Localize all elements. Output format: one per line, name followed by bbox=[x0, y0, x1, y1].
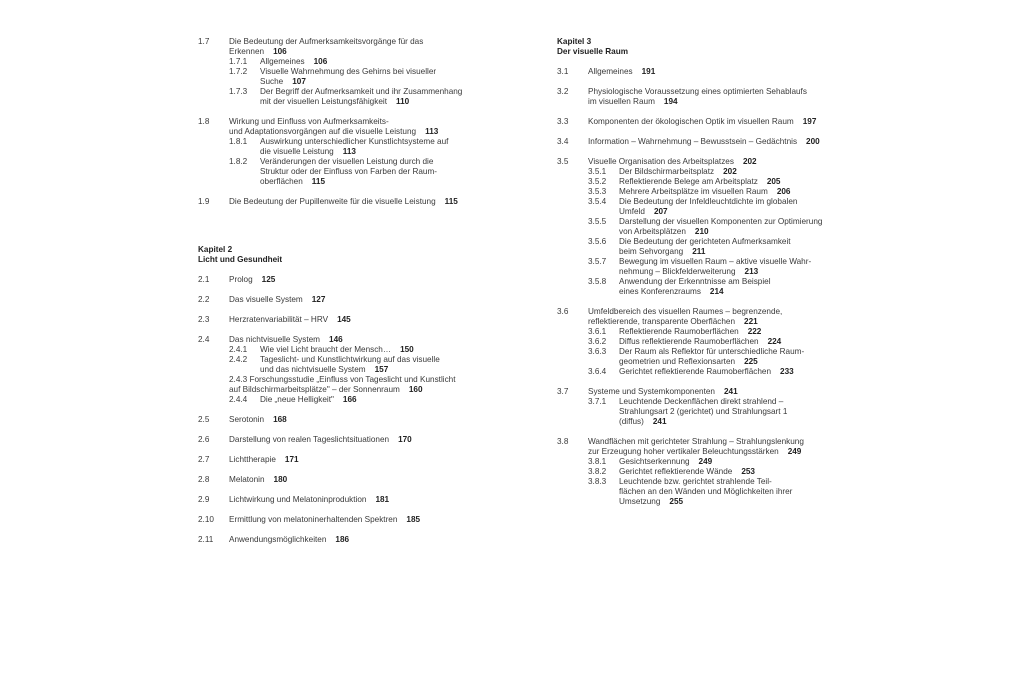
toc-subentry-title: Die Bedeutung der Infeldleuchtdichte im globalen Umfeld bbox=[619, 197, 798, 216]
toc-subentry-number: 1.7.2 bbox=[229, 67, 248, 76]
toc-section-chapter1-tail bbox=[198, 37, 473, 207]
toc-subentry[interactable] bbox=[588, 277, 827, 297]
chapter-2-heading bbox=[198, 245, 473, 265]
toc-subentry[interactable] bbox=[229, 395, 473, 405]
chapter-label: Kapitel 2 bbox=[198, 245, 233, 254]
toc-subentry-title: Reflektierende Belege am Arbeitsplatz bbox=[619, 177, 758, 186]
toc-subentry-number: 3.5.1 bbox=[588, 167, 607, 176]
toc-subentry-number: 1.8.2 bbox=[229, 157, 248, 166]
toc-right-column bbox=[557, 37, 827, 517]
toc-subentry-title: Forschungsstudie „Einfluss von Tageslicht und Kunstlicht auf Bildschirmarbeitsplätze" – der Sonnenraum bbox=[229, 375, 456, 394]
toc-subentry-title: Reflektierende Raumoberflächen bbox=[619, 327, 739, 336]
toc-subentry[interactable] bbox=[229, 355, 473, 375]
toc-entry[interactable] bbox=[198, 335, 473, 405]
toc-subentry-number: 3.5.3 bbox=[588, 187, 607, 196]
toc-entry-number: 2.8 bbox=[198, 475, 210, 484]
toc-entry-title: Ermittlung von melatoninerhaltenden Spektren bbox=[229, 515, 398, 524]
toc-entry-page: 180 bbox=[273, 475, 288, 484]
toc-subentry-page: 115 bbox=[311, 177, 326, 186]
toc-subentry-page: 210 bbox=[694, 227, 709, 236]
toc-subentry-number: 3.8.3 bbox=[588, 477, 607, 486]
toc-subentry[interactable] bbox=[588, 187, 827, 197]
toc-subentry-page: 213 bbox=[744, 267, 759, 276]
toc-entry-page: 197 bbox=[802, 117, 817, 126]
toc-entry-title: Anwendungsmöglichkeiten bbox=[229, 535, 327, 544]
toc-subentry-page: 224 bbox=[767, 337, 782, 346]
toc-entry-number: 2.4 bbox=[198, 335, 210, 344]
toc-entry[interactable] bbox=[198, 415, 473, 425]
toc-subentry-page: 106 bbox=[313, 57, 328, 66]
chapter-title: Der visuelle Raum bbox=[557, 47, 628, 56]
toc-subentry-page: 249 bbox=[698, 457, 713, 466]
toc-entry-page: 170 bbox=[398, 435, 412, 444]
toc-entry-number: 3.6 bbox=[557, 307, 569, 316]
toc-subentry-page: 207 bbox=[653, 207, 668, 216]
toc-entry-title: Systeme und Systemkomponenten bbox=[588, 387, 715, 396]
toc-subentry-number: 3.7.1 bbox=[588, 397, 607, 406]
toc-subentry[interactable] bbox=[229, 57, 473, 67]
toc-entry-number: 2.3 bbox=[198, 315, 210, 324]
toc-subentry-title: Veränderungen der visuellen Leistung durch die Struktur oder der Einfluss von Farben der Raum- oberflächen bbox=[260, 157, 438, 186]
toc-subentry-page: 222 bbox=[747, 327, 762, 336]
toc-entry-page: 115 bbox=[444, 197, 458, 206]
toc-entry[interactable] bbox=[198, 495, 473, 505]
toc-entry-title: Das visuelle System bbox=[229, 295, 303, 304]
toc-entry-title: Wandflächen mit gerichteter Strahlung – Strahlungslenkung zur Erzeugung hoher vertikaler Beleuchtungsstärken bbox=[588, 437, 804, 456]
toc-subentry[interactable] bbox=[229, 375, 473, 395]
toc-subentry-number: 3.6.2 bbox=[588, 337, 607, 346]
toc-subentry-page: 107 bbox=[292, 77, 306, 86]
toc-entry[interactable] bbox=[198, 295, 473, 305]
toc-subentry-page: 157 bbox=[374, 365, 389, 374]
toc-entry-number: 3.2 bbox=[557, 87, 569, 96]
toc-entry[interactable] bbox=[198, 515, 473, 525]
toc-subentry-number: 3.6.1 bbox=[588, 327, 607, 336]
toc-left-column bbox=[198, 37, 473, 555]
toc-entry-title: Melatonin bbox=[229, 475, 265, 484]
toc-subentry[interactable] bbox=[588, 217, 827, 237]
toc-subentry-number: 3.5.6 bbox=[588, 237, 607, 246]
toc-entry-number: 2.10 bbox=[198, 515, 214, 524]
toc-entry-title: Herzratenvariabilität – HRV bbox=[229, 315, 329, 324]
toc-entry-number: 3.8 bbox=[557, 437, 569, 446]
toc-entry-title: Wirkung und Einfluss von Aufmerksamkeits- und Adaptationsvorgängen auf die visuelle Leistung bbox=[229, 117, 417, 136]
toc-subentry[interactable] bbox=[588, 367, 827, 377]
toc-subentry[interactable] bbox=[229, 87, 473, 107]
toc-entry[interactable] bbox=[198, 475, 473, 485]
toc-subentry-page: 214 bbox=[709, 287, 724, 296]
toc-subentry-title: Mehrere Arbeitsplätze im visuellen Raum bbox=[619, 187, 768, 196]
toc-entry-title: Information – Wahrnehmung – Bewusstsein – Gedächtnis bbox=[588, 137, 798, 146]
toc-entry[interactable] bbox=[557, 387, 827, 427]
toc-entry-number: 2.2 bbox=[198, 295, 210, 304]
toc-entry-page: 186 bbox=[335, 535, 350, 544]
toc-entry-title: Die Bedeutung der Pupillenweite für die visuelle Leistung bbox=[229, 197, 436, 206]
toc-entry-title: Das nichtvisuelle System bbox=[229, 335, 321, 344]
toc-entry[interactable] bbox=[198, 197, 473, 207]
toc-section-chapter3 bbox=[557, 67, 827, 507]
toc-subentry-page: 166 bbox=[342, 395, 357, 404]
toc-entry-number: 1.9 bbox=[198, 197, 210, 206]
toc-subentry-title: Gerichtet reflektierende Raumoberflächen bbox=[619, 367, 772, 376]
toc-subentry-number: 3.8.1 bbox=[588, 457, 607, 466]
toc-subentry-title: Tageslicht- und Kunstlichtwirkung auf das visuelle und das nichtvisuelle System bbox=[260, 355, 440, 374]
toc-entry-number: 1.7 bbox=[198, 37, 210, 46]
toc-subentry-title: Die Bedeutung der gerichteten Aufmerksamkeit beim Sehvorgang bbox=[619, 237, 791, 256]
toc-subentry[interactable] bbox=[588, 457, 827, 467]
toc-subentry-title: Anwendung der Erkenntnisse am Beispiel eines Konferenzraums bbox=[619, 277, 771, 296]
toc-entry[interactable] bbox=[557, 157, 827, 297]
toc-entry[interactable] bbox=[198, 535, 473, 545]
toc-entry-title: Visuelle Organisation des Arbeitsplatzes bbox=[588, 157, 734, 166]
toc-subentry-title: Visuelle Wahrnehmung des Gehirns bei visueller Suche bbox=[260, 67, 437, 86]
toc-entry-title: Lichttherapie bbox=[229, 455, 276, 464]
toc-subentry[interactable] bbox=[588, 397, 827, 427]
toc-subentry-number: 3.5.4 bbox=[588, 197, 607, 206]
toc-entry-title: Allgemeines bbox=[588, 67, 633, 76]
toc-entry-page: 171 bbox=[284, 455, 299, 464]
toc-subentry[interactable] bbox=[588, 477, 827, 507]
toc-entry-number: 3.1 bbox=[557, 67, 569, 76]
toc-subentry-title: Darstellung der visuellen Komponenten zur Optimierung von Arbeitsplätzen bbox=[619, 217, 823, 236]
toc-subentry-page: 241 bbox=[652, 417, 667, 426]
toc-subentry-page: 113 bbox=[342, 147, 356, 156]
toc-subentry-number: 1.8.1 bbox=[229, 137, 248, 146]
toc-entry-page: 241 bbox=[723, 387, 738, 396]
toc-entry-title: Komponenten der ökologischen Optik im visuellen Raum bbox=[588, 117, 794, 126]
toc-subentry-title: Die „neue Helligkeit" bbox=[260, 395, 334, 404]
toc-subentry[interactable] bbox=[588, 347, 827, 367]
toc-subentry-title: Bewegung im visuellen Raum – aktive visuelle Wahr- nehmung – Blickfelderweiterung bbox=[619, 257, 812, 276]
toc-entry[interactable] bbox=[557, 437, 827, 507]
toc-entry-number: 2.5 bbox=[198, 415, 210, 424]
toc-subentry[interactable] bbox=[229, 157, 473, 187]
toc-entry[interactable] bbox=[557, 67, 827, 77]
toc-entry[interactable] bbox=[557, 307, 827, 377]
toc-entry-number: 2.11 bbox=[198, 535, 214, 544]
toc-entry-title: Physiologische Voraussetzung eines optimierten Sehablaufs im visuellen Raum bbox=[588, 87, 807, 106]
toc-entry-page: 168 bbox=[273, 415, 287, 424]
toc-entry[interactable] bbox=[198, 315, 473, 325]
toc-entry-page: 146 bbox=[329, 335, 343, 344]
toc-entry-number: 1.8 bbox=[198, 117, 210, 126]
toc-subentry-page: 110 bbox=[395, 97, 410, 106]
toc-entry[interactable] bbox=[198, 275, 473, 285]
toc-entry-title: Umfeldbereich des visuellen Raumes – begrenzende, reflektierende, transparente Oberflächen bbox=[588, 307, 783, 326]
toc-subentry-title: Der Raum als Reflektor für unterschiedliche Raum- geometrien und Reflexionsarten bbox=[619, 347, 805, 366]
toc-subentry-number: 1.7.1 bbox=[229, 57, 248, 66]
toc-entry-page: 185 bbox=[406, 515, 421, 524]
toc-subentry-title: Leuchtende bzw. gerichtet strahlende Teil- flächen an den Wänden und Möglichkeiten ihrer Umsetzung bbox=[619, 477, 793, 506]
toc-entry-page: 125 bbox=[261, 275, 276, 284]
toc-entry[interactable] bbox=[198, 117, 473, 187]
toc-entry-number: 2.1 bbox=[198, 275, 210, 284]
toc-entry-page: 249 bbox=[787, 447, 802, 456]
toc-entry-page: 106 bbox=[273, 47, 287, 56]
toc-subentry-page: 253 bbox=[741, 467, 755, 476]
toc-subentry-number: 3.5.2 bbox=[588, 177, 607, 186]
toc-entry-page: 191 bbox=[641, 67, 656, 76]
toc-subentry-page: 150 bbox=[400, 345, 414, 354]
toc-subentry[interactable] bbox=[588, 337, 827, 347]
toc-entry-title: Die Bedeutung der Aufmerksamkeitsvorgänge für das Erkennen bbox=[229, 37, 424, 56]
toc-subentry-number: 2.4.4 bbox=[229, 395, 248, 404]
toc-entry-title: Serotonin bbox=[229, 415, 265, 424]
toc-entry-page: 200 bbox=[806, 137, 820, 146]
toc-subentry-title: Allgemeines bbox=[260, 57, 305, 66]
toc-subentry[interactable] bbox=[588, 167, 827, 177]
toc-subentry-number: 3.5.8 bbox=[588, 277, 607, 286]
toc-subentry-page: 255 bbox=[669, 497, 684, 506]
toc-subentry[interactable] bbox=[588, 257, 827, 277]
toc-subentry-page: 225 bbox=[744, 357, 758, 366]
toc-entry[interactable] bbox=[557, 87, 827, 107]
toc-entry-page: 202 bbox=[742, 157, 757, 166]
toc-entry-number: 2.9 bbox=[198, 495, 210, 504]
toc-entry-number: 3.4 bbox=[557, 137, 569, 146]
toc-entry-number: 3.5 bbox=[557, 157, 569, 166]
chapter-title: Licht und Gesundheit bbox=[198, 255, 283, 264]
toc-entry-page: 127 bbox=[311, 295, 326, 304]
toc-subentry-title: Wie viel Licht braucht der Mensch… bbox=[260, 345, 392, 354]
toc-subentry[interactable] bbox=[588, 327, 827, 337]
toc-subentry-title: Der Begriff der Aufmerksamkeit und ihr Zusammenhang mit der visuellen Leistungsfähigkeit bbox=[260, 87, 463, 106]
chapter-label: Kapitel 3 bbox=[557, 37, 592, 46]
toc-subentry-title: Leuchtende Deckenflächen direkt strahlend – Strahlungsart 2 (gerichtet) und Strahlungsart 1 (diffus) bbox=[619, 397, 788, 426]
toc-subentry-number: 1.7.3 bbox=[229, 87, 248, 96]
toc-entry[interactable] bbox=[198, 37, 473, 107]
toc-subentry-title: Diffus reflektierende Raumoberflächen bbox=[619, 337, 759, 346]
toc-entry[interactable] bbox=[198, 435, 473, 445]
toc-entry-page: 181 bbox=[375, 495, 390, 504]
toc-subentry[interactable] bbox=[588, 177, 827, 187]
toc-entry-number: 3.3 bbox=[557, 117, 569, 126]
toc-entry[interactable] bbox=[557, 117, 827, 127]
toc-subentry-number: 2.4.2 bbox=[229, 355, 248, 364]
toc-subentry-title: Auswirkung unterschiedlicher Kunstlichtsysteme auf die visuelle Leistung bbox=[260, 137, 449, 156]
toc-subentry-page: 233 bbox=[780, 367, 794, 376]
toc-subentry-page: 205 bbox=[766, 177, 781, 186]
toc-subentry-page: 202 bbox=[723, 167, 737, 176]
toc-entry-title: Prolog bbox=[229, 275, 253, 284]
toc-entry-title: Lichtwirkung und Melatoninproduktion bbox=[229, 495, 367, 504]
toc-entry-number: 3.7 bbox=[557, 387, 569, 396]
toc-subentry-title: Gerichtet reflektierende Wände bbox=[619, 467, 733, 476]
toc-subentry-page: 211 bbox=[692, 247, 706, 256]
chapter-3-heading bbox=[557, 37, 827, 57]
toc-entry-page: 113 bbox=[425, 127, 439, 136]
toc-subentry-title: Gesichtserkennung bbox=[619, 457, 690, 466]
toc-subentry-number: 2.4.3 bbox=[229, 375, 248, 384]
toc-section-chapter2 bbox=[198, 275, 473, 545]
toc-subentry-number: 3.6.3 bbox=[588, 347, 607, 356]
toc-entry-number: 2.6 bbox=[198, 435, 210, 444]
toc-entry[interactable] bbox=[557, 137, 827, 147]
toc-subentry[interactable] bbox=[229, 137, 473, 157]
toc-subentry-number: 3.5.7 bbox=[588, 257, 607, 266]
toc-subentry-number: 3.5.5 bbox=[588, 217, 607, 226]
toc-subentry-page: 206 bbox=[776, 187, 791, 196]
toc-subentry[interactable] bbox=[588, 237, 827, 257]
toc-subentry-page: 160 bbox=[408, 385, 423, 394]
toc-subentry-number: 3.6.4 bbox=[588, 367, 607, 376]
toc-entry[interactable] bbox=[198, 455, 473, 465]
toc-subentry[interactable] bbox=[229, 345, 473, 355]
toc-entry-page: 221 bbox=[744, 317, 758, 326]
toc-subentry-title: Der Bildschirmarbeitsplatz bbox=[619, 167, 715, 176]
toc-entry-page: 194 bbox=[663, 97, 678, 106]
toc-entry-title: Darstellung von realen Tageslichtsituationen bbox=[229, 435, 390, 444]
toc-subentry-number: 3.8.2 bbox=[588, 467, 607, 476]
toc-entry-number: 2.7 bbox=[198, 455, 210, 464]
toc-subentry[interactable] bbox=[588, 467, 827, 477]
toc-subentry[interactable] bbox=[229, 67, 473, 87]
toc-entry-page: 145 bbox=[337, 315, 351, 324]
toc-subentry-number: 2.4.1 bbox=[229, 345, 248, 354]
toc-subentry[interactable] bbox=[588, 197, 827, 217]
